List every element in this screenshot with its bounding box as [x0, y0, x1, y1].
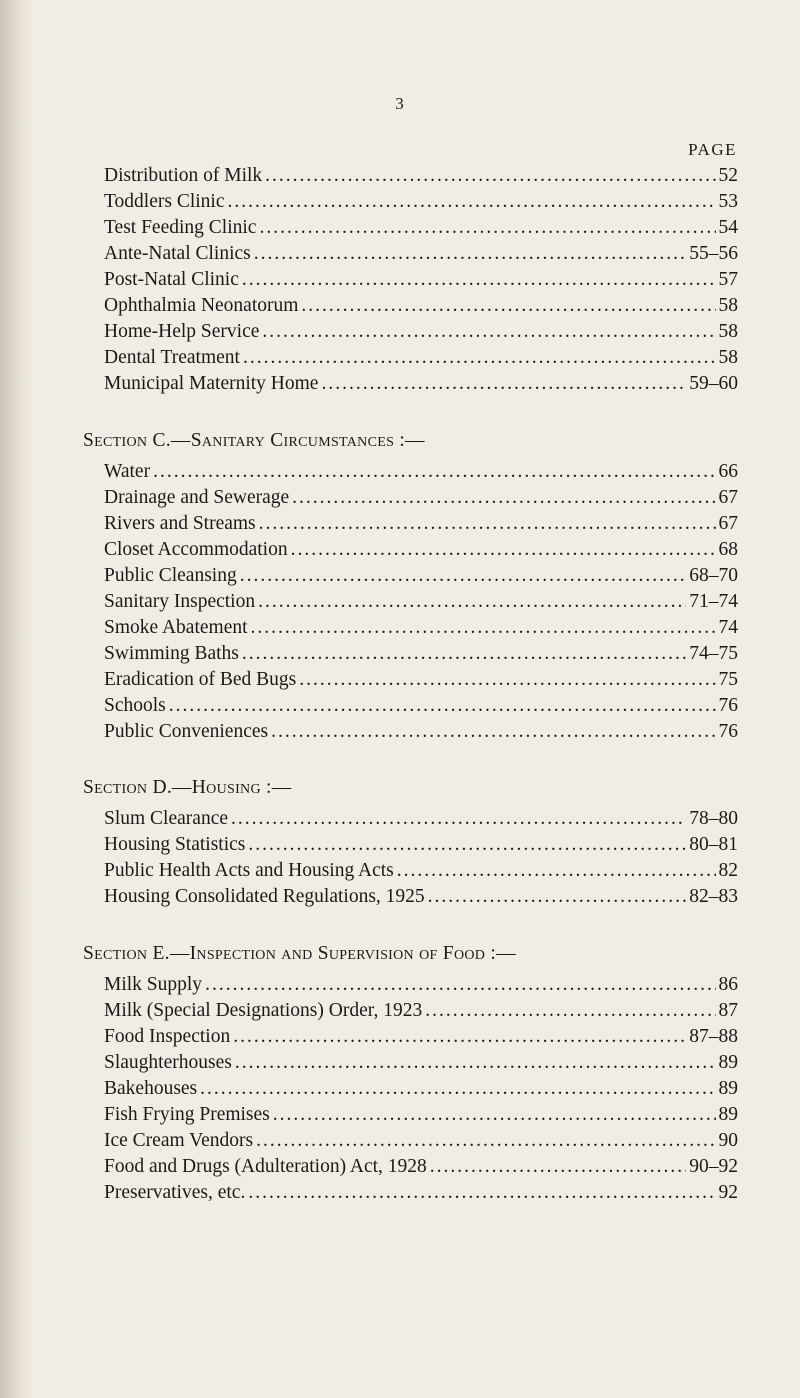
toc-entry: [104, 1024, 738, 1050]
toc-section-d: [83, 775, 738, 910]
dot-leader: [262, 319, 715, 345]
toc-entry: [104, 537, 738, 563]
toc-entry-page: 71–74: [689, 591, 738, 612]
toc-entry-title: Fish Frying Premises: [104, 1104, 270, 1125]
toc-entry-title: Post-Natal Clinic: [104, 269, 239, 290]
dot-leader: [228, 189, 716, 215]
dot-leader: [248, 832, 686, 858]
toc-entry: [104, 641, 738, 667]
table-of-contents: [83, 163, 738, 1206]
toc-entry: [104, 693, 738, 719]
dot-leader: [265, 163, 715, 189]
toc-entry: [104, 293, 738, 319]
toc-entry: [104, 615, 738, 641]
dot-leader: [233, 1024, 686, 1050]
toc-entry-page: 58: [718, 295, 738, 316]
dot-leader: [259, 215, 715, 241]
toc-entry-page: 52: [718, 165, 738, 186]
dot-leader: [258, 589, 686, 615]
dot-leader: [259, 511, 716, 537]
toc-entry: [104, 1050, 738, 1076]
toc-entry: [104, 345, 738, 371]
toc-section-c: [83, 428, 738, 745]
toc-entry-page: 53: [718, 191, 738, 212]
toc-entry-page: 58: [718, 347, 738, 368]
toc-entry-title: Schools: [104, 695, 166, 716]
toc-entry-page: 76: [718, 695, 738, 716]
toc-section-e: [83, 941, 738, 1206]
toc-entry-page: 76: [718, 721, 738, 742]
dot-leader: [254, 241, 686, 267]
toc-entry-title: Bakehouses: [104, 1078, 198, 1099]
dot-leader: [430, 1154, 686, 1180]
dot-leader: [271, 719, 715, 745]
toc-entry-title: Home-Help Service: [104, 321, 260, 342]
toc-entry: [104, 267, 738, 293]
toc-entry-page: 89: [718, 1052, 738, 1073]
toc-entry-title: Eradication of Bed Bugs: [104, 669, 297, 690]
toc-entry-page: 75: [718, 669, 738, 690]
dot-leader: [205, 972, 715, 998]
toc-entry-title: Municipal Maternity Home: [104, 373, 319, 394]
dot-leader: [299, 667, 715, 693]
dot-leader: [256, 1128, 715, 1154]
dot-leader: [291, 537, 716, 563]
toc-entry-title: Swimming Baths: [104, 643, 239, 664]
toc-entry: [104, 858, 738, 884]
dot-leader: [169, 693, 716, 719]
toc-entry-title: Slum Clearance: [104, 808, 228, 829]
toc-entry: [104, 563, 738, 589]
toc-entry-title: Housing Statistics: [104, 834, 246, 855]
toc-entry-page: 68–70: [689, 565, 738, 586]
toc-entry-title: Food and Drugs (Adulteration) Act, 1928: [104, 1156, 427, 1177]
toc-entry-title: Milk (Special Designations) Order, 1923: [104, 1000, 423, 1021]
toc-entry-page: 57: [718, 269, 738, 290]
dot-leader: [240, 563, 687, 589]
toc-entry-title: Test Feeding Clinic: [104, 217, 257, 238]
toc-entry-title: Milk Supply: [104, 974, 203, 995]
toc-entry-title: Rivers and Streams: [104, 513, 256, 534]
toc-entry-title: Ante-Natal Clinics: [104, 243, 251, 264]
toc-entry-page: 59–60: [689, 373, 738, 394]
dot-leader: [235, 1050, 716, 1076]
dot-leader: [425, 998, 715, 1024]
dot-leader: [243, 345, 716, 371]
toc-entry-title: Smoke Abatement: [104, 617, 248, 638]
toc-entry-title: Housing Consolidated Regulations, 1925: [104, 886, 425, 907]
section-heading: Section E.—Inspection and Supervision of Food :—: [83, 943, 516, 964]
page-edge-shadow: [0, 0, 34, 1398]
toc-entry: [104, 459, 738, 485]
toc-entry-title: Toddlers Clinic: [104, 191, 225, 212]
toc-entry: [104, 485, 738, 511]
toc-entry-page: 90: [718, 1130, 738, 1151]
dot-leader: [242, 641, 686, 667]
toc-entry-title: Food Inspection: [104, 1026, 231, 1047]
toc-entry: [104, 998, 738, 1024]
toc-entry-page: 54: [718, 217, 738, 238]
dot-leader: [273, 1102, 716, 1128]
toc-entry: [104, 1154, 738, 1180]
toc-entry: [104, 667, 738, 693]
toc-entry-title: Ice Cream Vendors: [104, 1130, 254, 1151]
toc-entry-page: 82–83: [689, 886, 738, 907]
toc-entry-title: Ophthalmia Neonatorum: [104, 295, 299, 316]
toc-entry-page: 89: [718, 1078, 738, 1099]
toc-entry: [104, 189, 738, 215]
dot-leader: [428, 884, 687, 910]
toc-entry: [104, 806, 738, 832]
section-heading: Section C.—Sanitary Circumstances :—: [83, 430, 425, 451]
dot-leader: [251, 615, 716, 641]
toc-entry: [104, 832, 738, 858]
toc-entry-page: 67: [718, 513, 738, 534]
toc-entry-page: 78–80: [689, 808, 738, 829]
toc-entry-page: 82: [718, 860, 738, 881]
toc-entry: [104, 163, 738, 189]
toc-entry: [104, 972, 738, 998]
toc-entry: [104, 1180, 738, 1206]
toc-entry-title: Sanitary Inspection: [104, 591, 256, 612]
dot-leader: [242, 267, 716, 293]
toc-entry: [104, 371, 738, 397]
toc-entry-title: Water: [104, 461, 151, 482]
toc-entry-title: Public Conveniences: [104, 721, 269, 742]
toc-entry-title: Public Cleansing: [104, 565, 237, 586]
page-number: 3: [395, 94, 405, 113]
dot-leader: [301, 293, 715, 319]
toc-entry: [104, 241, 738, 267]
toc-entry-title: Closet Accommodation: [104, 539, 288, 560]
dot-leader: [200, 1076, 715, 1102]
toc-entry-title: Slaughterhouses: [104, 1052, 232, 1073]
toc-entry-title: Distribution of Milk: [104, 165, 263, 186]
toc-entry: [104, 719, 738, 745]
toc-entry-page: 55–56: [689, 243, 738, 264]
toc-entry-page: 67: [718, 487, 738, 508]
toc-entry-page: 87: [718, 1000, 738, 1021]
toc-entry: [104, 319, 738, 345]
dot-leader: [153, 459, 715, 485]
toc-entry-page: 86: [718, 974, 738, 995]
toc-entry: [104, 1076, 738, 1102]
toc-entry-page: 68: [718, 539, 738, 560]
page-column-header: PAGE: [688, 140, 737, 159]
toc-entry-page: 92: [718, 1182, 738, 1203]
toc-entry-title: Dental Treatment: [104, 347, 240, 368]
toc-entry-title: Public Health Acts and Housing Acts: [104, 860, 394, 881]
toc-entry-title: Drainage and Sewerage: [104, 487, 290, 508]
toc-entry: [104, 1128, 738, 1154]
toc-entry-page: 66: [718, 461, 738, 482]
toc-entry-page: 90–92: [689, 1156, 738, 1177]
toc-entry: [104, 589, 738, 615]
toc-entry: [104, 215, 738, 241]
toc-group-maternity: [104, 163, 738, 397]
toc-entry: [104, 511, 738, 537]
toc-entry-page: 89: [718, 1104, 738, 1125]
dot-leader: [397, 858, 716, 884]
toc-entry-page: 80–81: [689, 834, 738, 855]
toc-entry-page: 74: [718, 617, 738, 638]
toc-entry-title: Preservatives, etc.: [104, 1182, 246, 1203]
dot-leader: [292, 485, 715, 511]
toc-entry-page: 58: [718, 321, 738, 342]
toc-entry-page: 74–75: [689, 643, 738, 664]
section-heading: Section D.—Housing :—: [83, 777, 292, 798]
dot-leader: [321, 371, 686, 397]
toc-entry: [104, 1102, 738, 1128]
toc-entry-page: 87–88: [689, 1026, 738, 1047]
toc-entry: [104, 884, 738, 910]
dot-leader: [248, 1180, 715, 1206]
dot-leader: [231, 806, 686, 832]
